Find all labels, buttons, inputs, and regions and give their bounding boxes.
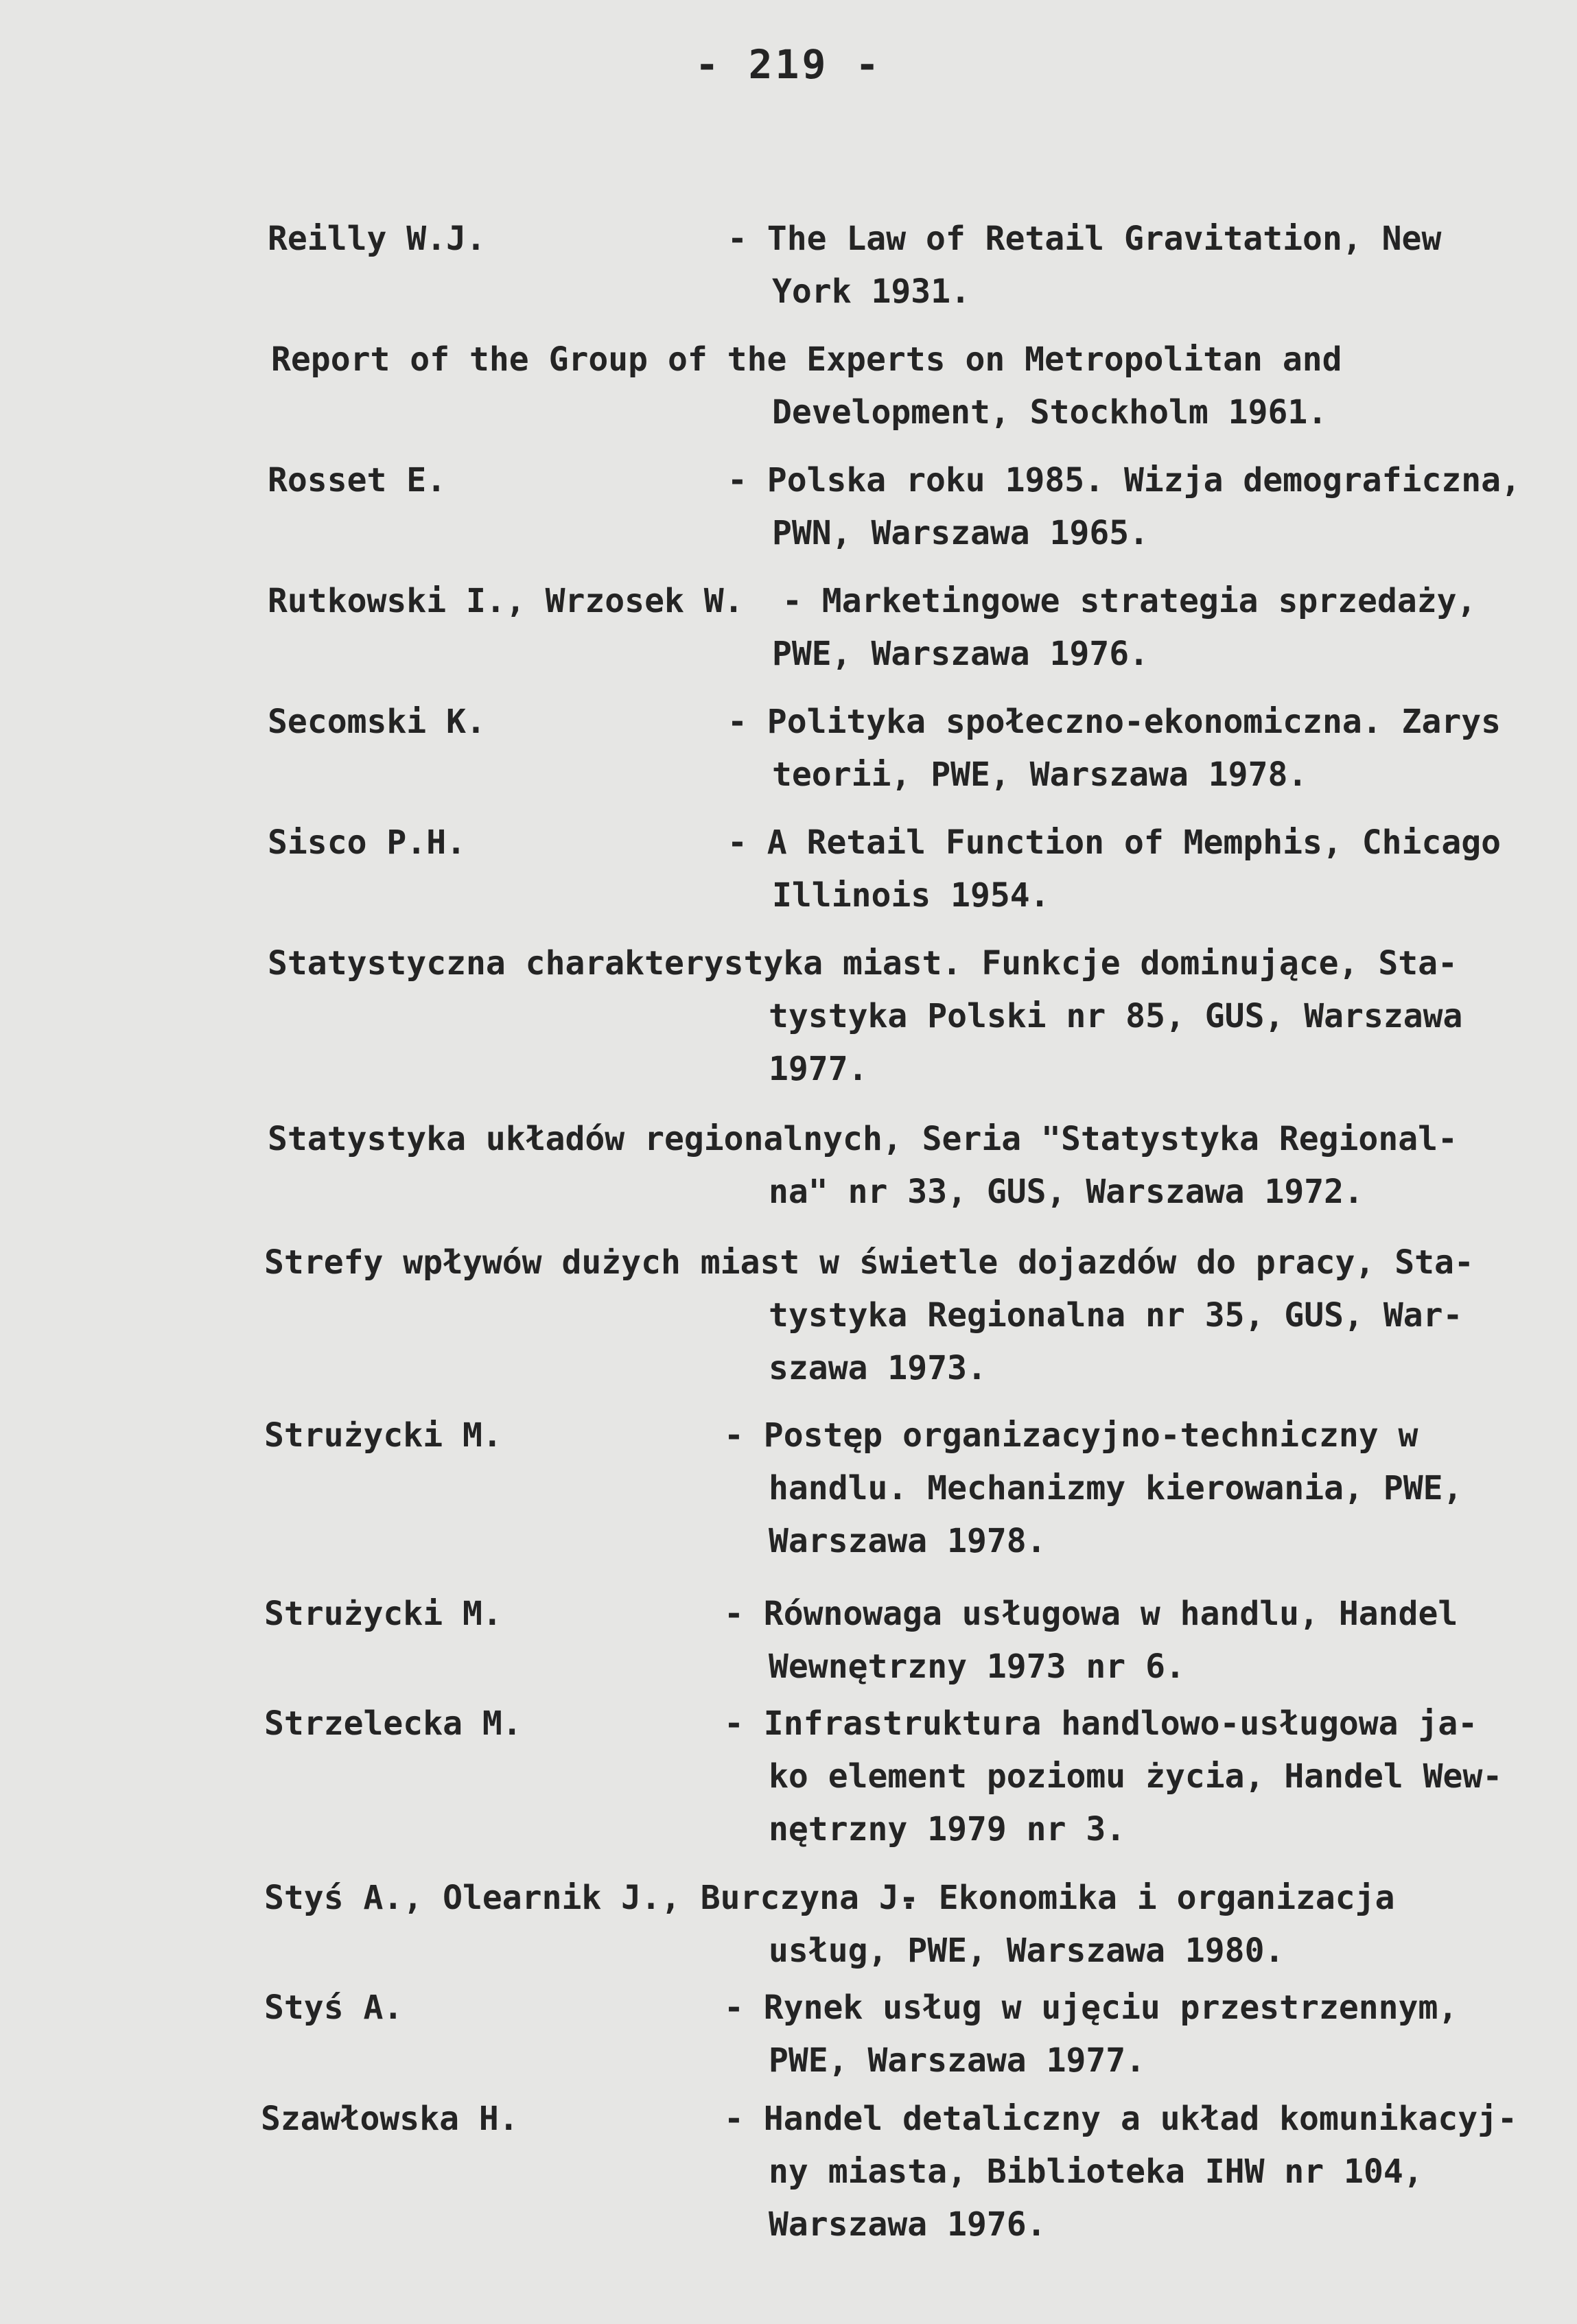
entry-line: tystyka Polski nr 85, GUS, Warszawa (769, 997, 1463, 1035)
entry-author: Strzelecka M. (264, 1704, 522, 1743)
entry-line: - Równowaga usługowa w handlu, Handel (724, 1595, 1458, 1633)
entry-author: Styś A. (264, 1988, 404, 2027)
entry-line: tystyka Regionalna nr 35, GUS, War- (769, 1296, 1463, 1335)
entry-line: - Polityka społeczno-ekonomiczna. Zarys (727, 703, 1502, 741)
entry-line: Statystyka układów regionalnych, Seria "Statystyka Regional- (268, 1120, 1458, 1158)
entry-line: ny miasta, Biblioteka IHW nr 104, (769, 2152, 1423, 2191)
entry-line: - Marketingowe strategia sprzedaży, (782, 582, 1477, 620)
entry-line: - A Retail Function of Memphis, Chicago (727, 823, 1502, 862)
entry-author: Sisco P.H. (268, 823, 466, 862)
entry-line: Warszawa 1976. (769, 2205, 1047, 2244)
entry-line: - Postęp organizacyjno-techniczny w (724, 1416, 1418, 1455)
page-number: - 219 - (694, 41, 883, 88)
entry-author: Szawłowska H. (261, 2100, 519, 2138)
entry-line: nętrzny 1979 nr 3. (769, 1810, 1126, 1848)
entry-line: - Ekonomika i organizacja (899, 1879, 1395, 1917)
entry-line: Warszawa 1978. (769, 1522, 1047, 1560)
entry-line: handlu. Mechanizmy kierowania, PWE, (769, 1469, 1463, 1507)
entry-line: Strefy wpływów dużych miast w świetle dojazdów do pracy, Sta- (264, 1243, 1474, 1282)
entry-line: teorii, PWE, Warszawa 1978. (772, 755, 1308, 794)
entry-line: - Polska roku 1985. Wizja demograficzna, (727, 461, 1521, 500)
entry-line: Development, Stockholm 1961. (772, 393, 1328, 432)
entry-line: PWE, Warszawa 1977. (769, 2041, 1146, 2080)
entry-line: PWE, Warszawa 1976. (772, 635, 1149, 673)
entry-line: Report of the Group of the Experts on Metropolitan and (271, 340, 1342, 379)
entry-line: usług, PWE, Warszawa 1980. (769, 1932, 1285, 1970)
entry-author: Rosset E. (268, 461, 447, 500)
entry-author: Reilly W.J. (268, 220, 486, 258)
entry-line: 1977. (769, 1050, 868, 1088)
entry-author: Styś A., Olearnik J., Burczyna J. (264, 1879, 919, 1917)
entry-line: - The Law of Retail Gravitation, New (727, 220, 1442, 258)
entry-author: Secomski K. (268, 703, 486, 741)
entry-line: Statystyczna charakterystyka miast. Funkcje dominujące, Sta- (268, 944, 1458, 983)
entry-line: York 1931. (772, 272, 970, 311)
entry-line: ko element poziomu życia, Handel Wew- (769, 1757, 1503, 1796)
entry-line: szawa 1973. (769, 1349, 987, 1387)
entry-line: na" nr 33, GUS, Warszawa 1972. (769, 1173, 1364, 1211)
entry-line: Illinois 1954. (772, 876, 1050, 915)
entry-author: Strużycki M. (264, 1595, 502, 1633)
entry-line: - Rynek usług w ujęciu przestrzennym, (724, 1988, 1458, 2027)
entry-line: PWN, Warszawa 1965. (772, 514, 1149, 552)
entry-line: - Infrastruktura handlowo-usługowa ja- (724, 1704, 1478, 1743)
entry-line: - Handel detaliczny a układ komunikacyj- (724, 2100, 1517, 2138)
entry-author: Rutkowski I., Wrzosek W. (268, 582, 744, 620)
entry-line: Wewnętrzny 1973 nr 6. (769, 1647, 1185, 1686)
entry-author: Strużycki M. (264, 1416, 502, 1455)
